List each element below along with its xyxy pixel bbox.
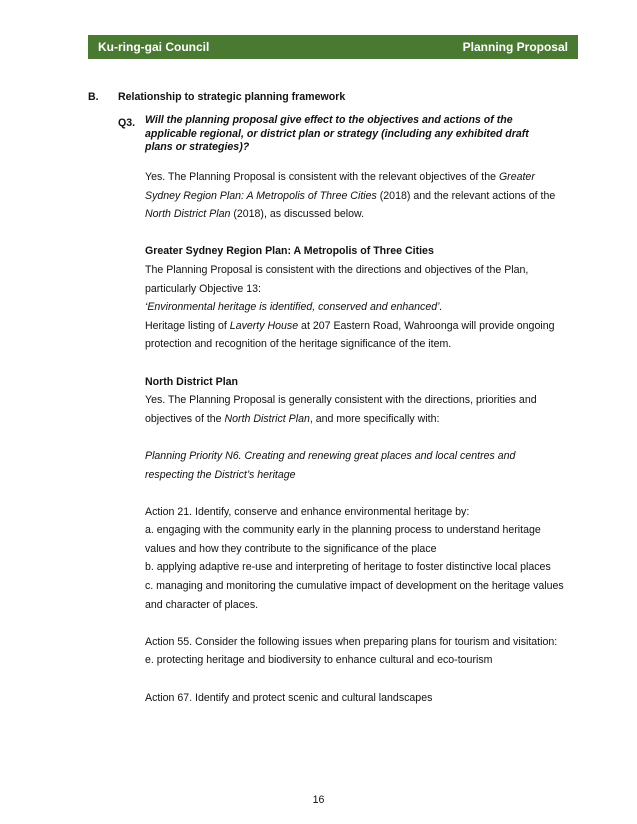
gsrp-objective-quote: ‘Environmental heritage is identified, conserved and enhanced’. xyxy=(145,301,443,314)
body-column xyxy=(145,168,565,707)
gsrp-heritage-text-2: at 207 Eastern Road, Wahroonga will provide ongoing protection and recognition of the heritage significance of the item. xyxy=(145,319,555,351)
action-21-item-a: a. engaging with the community early in the planning process to understand heritage values and how they contribute to the significance of the place xyxy=(145,524,541,555)
ndp-planning-priority: Planning Priority N6. Creating and renewing great places and local centres and respecting the District’s heritage xyxy=(145,449,516,481)
answer-text-2: (2018) and the relevant actions of the xyxy=(376,189,556,202)
answer-text-3: (2018), as discussed below. xyxy=(230,208,365,221)
gsrp-paragraph: The Planning Proposal is consistent with the directions and objectives of the Plan, particularly Objective 13: xyxy=(145,263,529,295)
section-title: Relationship to strategic planning framework xyxy=(118,91,346,103)
answer-district-plan: North District Plan xyxy=(145,208,231,221)
action-67: Action 67. Identify and protect scenic and cultural landscapes xyxy=(145,691,433,704)
action-21: Action 21. Identify, conserve and enhance environmental heritage by: xyxy=(145,505,470,518)
gsrp-heritage-paragraph xyxy=(145,317,565,354)
ndp-text-1: Yes. The Planning Proposal is generally consistent with the directions, priorities and objectives of the xyxy=(145,394,537,425)
action-55: Action 55. Consider the following issues when preparing plans for tourism and visitation: xyxy=(145,635,558,648)
ndp-text-2: , and more specifically with: xyxy=(309,412,440,425)
page-number: 16 xyxy=(312,794,325,806)
gsrp-heading: Greater Sydney Region Plan: A Metropolis of Three Cities xyxy=(145,245,434,258)
ndp-heading: North District Plan xyxy=(145,375,239,388)
header-organisation: Ku-ring-gai Council xyxy=(98,40,210,54)
question-number: Q3. xyxy=(118,117,136,129)
ndp-plan-title: North District Plan xyxy=(224,412,310,425)
answer-text-1: Yes. The Planning Proposal is consistent with the relevant objectives of the xyxy=(145,171,499,183)
action-21-item-b: b. applying adaptive re-use and interpreting of heritage to foster distinctive local places xyxy=(145,561,551,574)
gsrp-house-name: Laverty House xyxy=(229,319,299,332)
gsrp-heritage-text-1: Heritage listing of xyxy=(145,319,230,332)
answer-paragraph xyxy=(145,168,565,224)
question-text: Will the planning proposal give effect to the objectives and actions of the applicable regional, or district plan or strategy (including any exhibited draft plans or strategies)? xyxy=(145,114,529,153)
header-document-type: Planning Proposal xyxy=(462,40,568,54)
page-header-banner xyxy=(88,35,578,59)
action-21-item-c: c. managing and monitoring the cumulative impact of development on the heritage values and character of places. xyxy=(145,580,564,611)
section-letter: B. xyxy=(88,91,99,103)
action-55-item-e: e. protecting heritage and biodiversity to enhance cultural and eco-tourism xyxy=(145,654,493,667)
answer-plan-title: Greater Sydney Region Plan: A Metropolis of Three Cities xyxy=(145,171,535,202)
ndp-paragraph xyxy=(145,391,565,428)
